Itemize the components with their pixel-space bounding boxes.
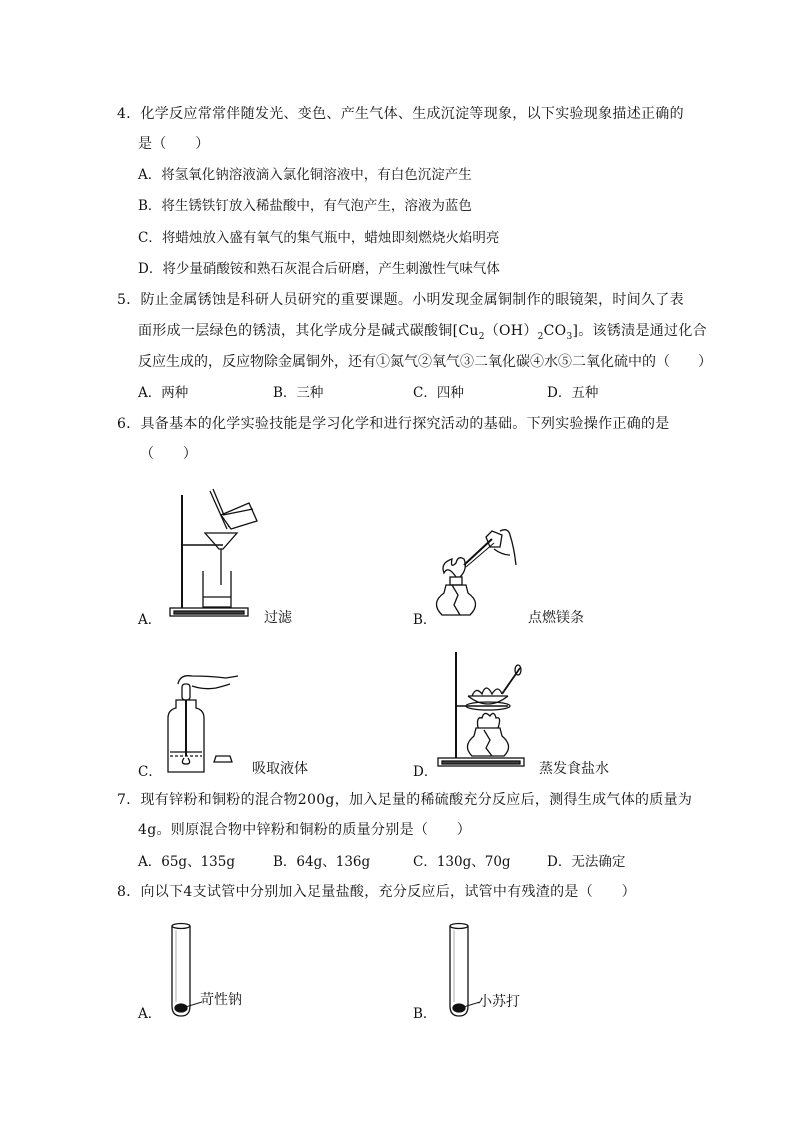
q6-figure-a-letter: A． bbox=[138, 612, 162, 628]
q6-figure-d-letter: D． bbox=[413, 764, 438, 780]
evaporating-dish-icon bbox=[436, 648, 530, 772]
q4-option-a: A．将氢氧化钠溶液滴入氯化铜溶液中，有白色沉淀产生 bbox=[138, 167, 472, 183]
q4-stem-line1: 4．化学反应常常伴随发光、变色、产生气体、生成沉淀等现象，以下实验现象描述正确的 bbox=[117, 106, 684, 122]
q5-stem-line1: 5．防止金属锈蚀是科研人员研究的重要课题。小明发现金属铜制作的眼镜架，时间久了表 bbox=[117, 292, 684, 308]
q5-option-d: D．五种 bbox=[547, 385, 599, 401]
q6-figure-b-caption: 点燃镁条 bbox=[528, 610, 584, 626]
q5-stem-line2: 面形成一层绿色的锈渍，其化学成分是碱式碳酸铜$[Cu_2(OH)_2CO_3]$。该锈渍是通过化合 bbox=[138, 323, 707, 342]
q7-option-b: B．64g、136g bbox=[273, 854, 371, 870]
q8-figure-a-letter: A． bbox=[138, 1006, 162, 1022]
q5-stem-line3: 反应生成的，反应物除金属铜外，还有①氮气②氧气③二氧化碳④水⑤二氧化硫中的（ ） bbox=[138, 354, 712, 370]
q6-stem-line2: （ ） bbox=[140, 446, 198, 462]
q4-option-c: C．将蜡烛放入盛有氧气的集气瓶中，蜡烛即刻燃烧火焰明亮 bbox=[138, 230, 500, 246]
q6-figure-b-letter: B． bbox=[413, 612, 437, 628]
q8-figure-b-caption: 小苏打 bbox=[478, 994, 520, 1010]
q4-stem-line2: 是（ ） bbox=[138, 136, 210, 152]
q7-option-a: A．65g、135g bbox=[138, 854, 235, 870]
q4-option-b: B．将生锈铁钉放入稀盐酸中，有气泡产生，溶液为蓝色 bbox=[138, 198, 472, 214]
dropper-bottle-icon bbox=[158, 668, 240, 778]
pointer-line-a-icon bbox=[182, 1000, 202, 1012]
q7-stem-line1: 7．现有锌粉和铜粉的混合物200g，加入足量的稀硫酸充分反应后，测得生成气体的质量为 bbox=[117, 792, 693, 808]
q7-option-d: D．无法确定 bbox=[547, 854, 626, 870]
q6-stem-line1: 6．具备基本的化学实验技能是学习化学和进行探究活动的基础。下列实验操作正确的是 bbox=[117, 416, 670, 432]
q6-figure-a-caption: 过滤 bbox=[264, 610, 292, 626]
q8-figure-a-caption: 苛性钠 bbox=[200, 992, 242, 1008]
alcohol-lamp-tongs-icon bbox=[430, 525, 525, 625]
pointer-line-b-icon bbox=[460, 1000, 480, 1012]
q7-option-c: C．130g、70g bbox=[413, 854, 511, 870]
q5-option-a: A．两种 bbox=[138, 385, 189, 401]
q8-stem-line1: 8．向以下4支试管中分别加入足量盐酸，充分反应后，试管中有残渣的是（ ） bbox=[117, 884, 636, 900]
filtration-apparatus-icon bbox=[165, 485, 270, 625]
q7-stem-line2: 4g。则原混合物中锌粉和铜粉的质量分别是（ ） bbox=[138, 822, 472, 838]
q5-option-b: B．三种 bbox=[273, 385, 324, 401]
q4-option-d: D．将少量硝酸铵和熟石灰混合后研磨，产生刺激性气味气体 bbox=[138, 261, 500, 277]
q8-figure-b-letter: B． bbox=[413, 1006, 437, 1022]
q6-figure-d-caption: 蒸发食盐水 bbox=[539, 761, 609, 777]
q6-figure-c-caption: 吸取液体 bbox=[252, 761, 308, 777]
q6-figure-c-letter: C． bbox=[138, 764, 162, 780]
q5-option-c: C．四种 bbox=[413, 385, 464, 401]
